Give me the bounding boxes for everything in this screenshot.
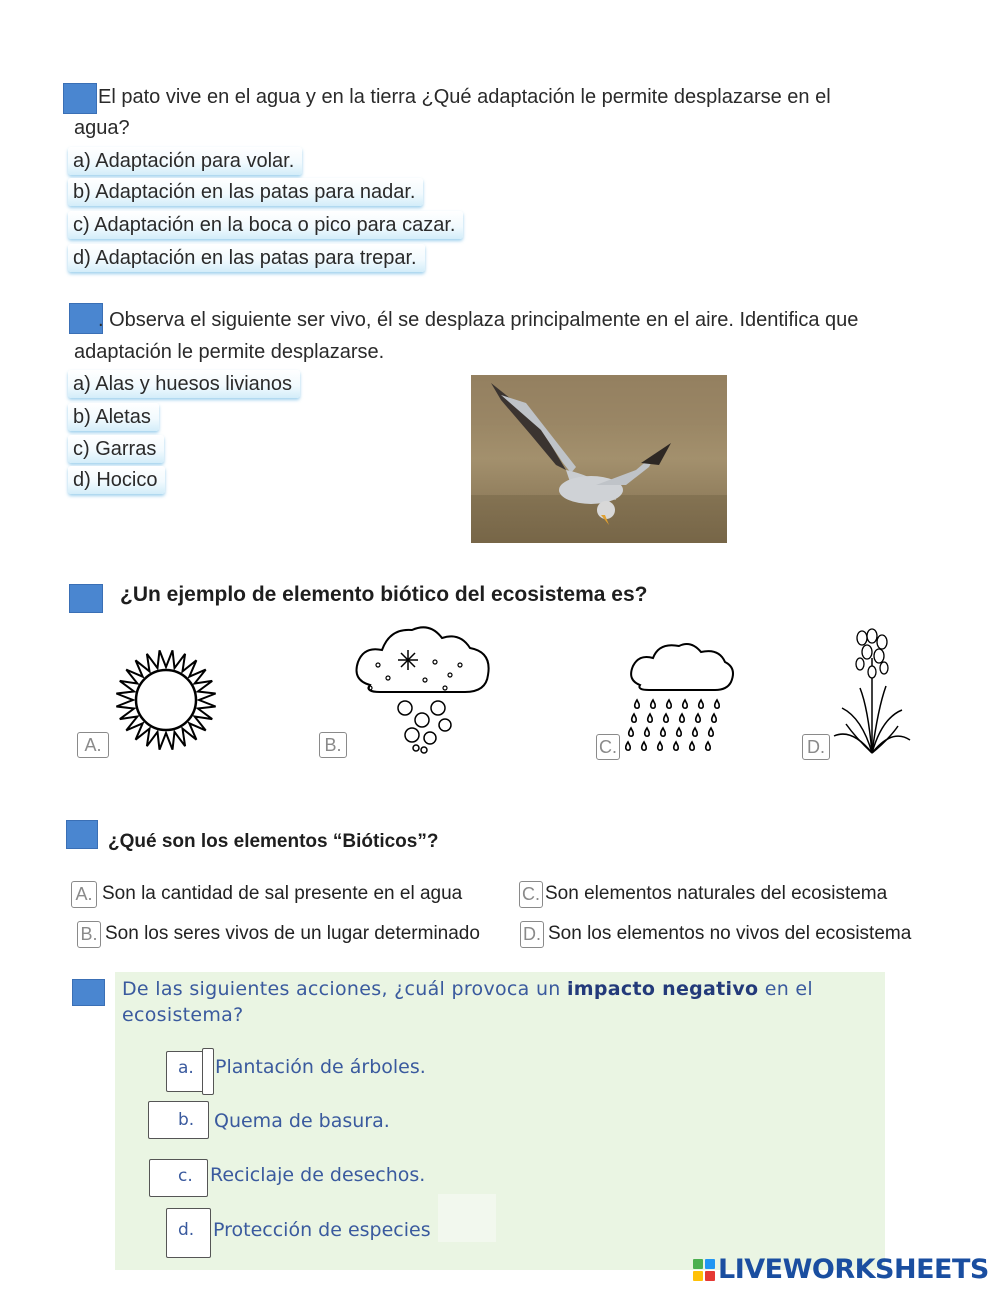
q1-option-a[interactable]: a) Adaptación para volar. — [68, 147, 302, 175]
rain-drop — [709, 728, 713, 736]
snow-cloud-icon — [350, 620, 495, 755]
answer-drop-box-q5[interactable] — [72, 979, 105, 1006]
q2-option-b[interactable]: b) Aletas — [68, 403, 159, 431]
q5-letter-a: a. — [178, 1058, 194, 1078]
rain-drop — [683, 700, 687, 708]
rain-drop — [626, 742, 630, 750]
rain-drop — [715, 700, 719, 708]
q4-option-a-text: Son la cantidad de sal presente en el agua — [102, 883, 463, 904]
q1-text-cont: agua? — [74, 117, 130, 139]
option-letter-a[interactable]: A. — [77, 732, 109, 758]
liveworksheets-logo-icon — [693, 1259, 715, 1281]
logo-square — [693, 1271, 703, 1281]
q4-text: ¿Qué son los elementos “Bióticos”? — [108, 831, 439, 852]
plant-icon — [832, 628, 912, 756]
q4-option-c-text: Son elementos naturales del ecosistema — [545, 883, 888, 904]
rain-drop — [642, 742, 646, 750]
q1-option-d[interactable]: d) Adaptación en las patas para trepar. — [68, 244, 425, 272]
rain-drop — [674, 742, 678, 750]
q1-option-c[interactable]: c) Adaptación en la boca o pico para cazar. — [68, 211, 463, 239]
q5-text-b: en el ecosistema? — [122, 978, 813, 1026]
rain-drop — [712, 714, 716, 722]
rain-drop — [645, 728, 649, 736]
q5-option-b-text[interactable]: Quema de basura. — [214, 1110, 390, 1132]
option-letter-d[interactable]: D. — [802, 734, 830, 760]
q4-letter-b[interactable]: B. — [77, 921, 101, 948]
q5-letter-d: d. — [178, 1220, 195, 1240]
q5-box-a-inner — [202, 1048, 214, 1095]
q4-letter-a[interactable]: A. — [71, 881, 97, 908]
q2-option-d[interactable]: d) Hocico — [68, 466, 165, 494]
q2-option-a[interactable]: a) Alas y huesos livianos — [68, 370, 300, 398]
rain-drop — [632, 714, 636, 722]
option-letter-c[interactable]: C. — [596, 734, 620, 760]
sun-icon — [110, 647, 222, 753]
rain-drop — [661, 728, 665, 736]
rain-drop — [664, 714, 668, 722]
logo-square — [705, 1271, 715, 1281]
q2-text-cont: adaptación le permite desplazarse. — [74, 341, 385, 363]
q5-letter-b: b. — [178, 1110, 195, 1130]
q4-option-b-text: Son los seres vivos de un lugar determinado — [105, 923, 480, 944]
q5-text-bold: impacto negativo — [566, 978, 759, 1000]
logo-square — [693, 1259, 703, 1269]
rain-drop — [693, 728, 697, 736]
rain-drop — [706, 742, 710, 750]
rain-drop — [648, 714, 652, 722]
rain-drop — [677, 728, 681, 736]
rain-drop — [658, 742, 662, 750]
rain-drop — [699, 700, 703, 708]
answer-drop-box-q4[interactable] — [66, 820, 98, 849]
q5-text — [122, 976, 872, 1028]
q5-option-a-text[interactable]: Plantación de árboles. — [215, 1056, 426, 1078]
rain-drop — [696, 714, 700, 722]
q5-letter-c: c. — [178, 1166, 193, 1186]
blank-patch — [438, 1194, 496, 1242]
answer-drop-box-q1[interactable] — [63, 83, 97, 114]
brand-name: LIVEWORKSHEETS — [718, 1254, 989, 1285]
q4-option-d-text: Son los elementos no vivos del ecosistema — [548, 923, 912, 944]
answer-drop-box-q3[interactable] — [69, 584, 103, 613]
q5-option-d-text[interactable]: Protección de especies — [213, 1219, 431, 1241]
flying-bird-photo — [471, 375, 727, 543]
q2-option-c[interactable]: c) Garras — [68, 435, 164, 463]
option-letter-b[interactable]: B. — [319, 732, 347, 758]
rain-drop — [635, 700, 639, 708]
rain-drop — [651, 700, 655, 708]
rain-cloud-icon — [625, 640, 740, 755]
q1-text: El pato vive en el agua y en la tierra ¿Qué adaptación le permite desplazarse en el — [98, 86, 831, 108]
logo-square — [705, 1259, 715, 1269]
q4-letter-c[interactable]: C. — [519, 881, 543, 908]
rain-drop — [690, 742, 694, 750]
rain-drop — [629, 728, 633, 736]
q4-letter-d[interactable]: D. — [520, 921, 544, 948]
q3-text: ¿Un ejemplo de elemento biótico del ecosistema es? — [120, 583, 648, 606]
q1-option-b[interactable]: b) Adaptación en las patas para nadar. — [68, 178, 423, 206]
rain-drop — [680, 714, 684, 722]
q2-text: . Observa el siguiente ser vivo, él se desplaza principalmente en el aire. Identifica que — [98, 309, 859, 331]
q5-option-c-text[interactable]: Reciclaje de desechos. — [210, 1164, 426, 1186]
q5-text-a: De las siguientes acciones, ¿cuál provoca un — [122, 978, 561, 1000]
rain-drop — [667, 700, 671, 708]
